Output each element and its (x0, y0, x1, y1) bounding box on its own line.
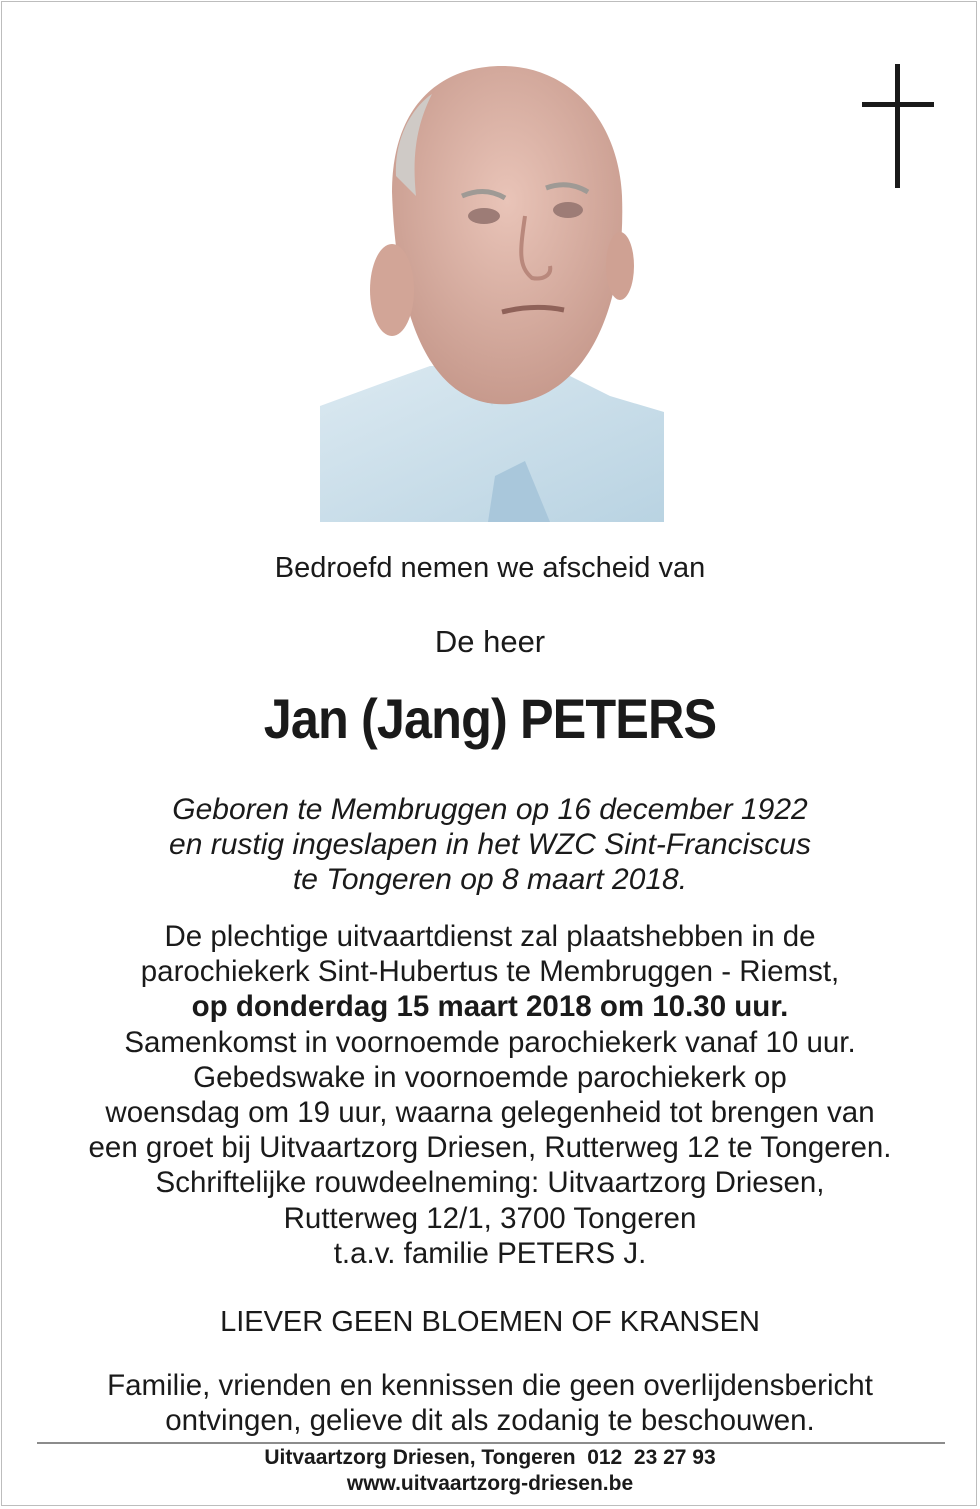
biography (2, 792, 978, 897)
service-date: op donderdag 15 maart 2018 om 10.30 uur. (191, 990, 789, 1024)
portrait-photo (320, 66, 664, 522)
details-line: parochiekerk Sint-Hubertus te Membruggen - Riemst, (140, 955, 840, 989)
details-line: t.a.v. familie PETERS J. (333, 1236, 647, 1270)
closing-line: ontvingen, gelieve dit als zodanig te beschouwen. (165, 1404, 815, 1437)
intro-text: Bedroefd nemen we afscheid van (274, 552, 706, 584)
details-line: De plechtige uitvaartdienst zal plaatshebben in de (164, 920, 816, 953)
details-line: Rutterweg 12/1, 3700 Tongeren (283, 1201, 697, 1235)
bio-line: te Tongeren op 8 maart 2018. (292, 863, 688, 896)
cross-icon (862, 64, 934, 188)
bio-line: Geboren te Membruggen op 16 december 1922 (172, 793, 808, 826)
honorific: De heer (434, 624, 546, 659)
footer (2, 1445, 978, 1497)
funeral-details (2, 919, 978, 1271)
details-line: woensdag om 19 uur, waarna gelegenheid tot brengen van (105, 1096, 875, 1130)
details-line: een groet bij Uitvaartzorg Driesen, Rutterweg 12 te Tongeren. (88, 1131, 892, 1165)
website-link[interactable]: www.uitvaartzorg-driesen.be (346, 1472, 634, 1495)
deceased-name: Jan (Jang) PETERS (263, 687, 717, 750)
details-line: Samenkomst in voornoemde parochiekerk vanaf 10 uur. (124, 1025, 856, 1059)
no-flowers-notice: LIEVER GEEN BLOEMEN OF KRANSEN (220, 1306, 760, 1338)
phone-number: 012 23 27 93 (587, 1446, 716, 1469)
details-line: Schriftelijke rouwdeelneming: Uitvaartzorg Driesen, (155, 1166, 825, 1200)
obituary-card (1, 1, 977, 1506)
closing-note (2, 1368, 978, 1438)
bio-line: en rustig ingeslapen in het WZC Sint-Franciscus (169, 828, 811, 861)
closing-line: Familie, vrienden en kennissen die geen overlijdensbericht (107, 1369, 873, 1402)
divider (37, 1442, 945, 1444)
details-line: Gebedswake in voornoemde parochiekerk op (193, 1060, 787, 1094)
footer-contact (2, 1445, 978, 1471)
funeral-company: Uitvaartzorg Driesen, Tongeren (264, 1446, 576, 1469)
